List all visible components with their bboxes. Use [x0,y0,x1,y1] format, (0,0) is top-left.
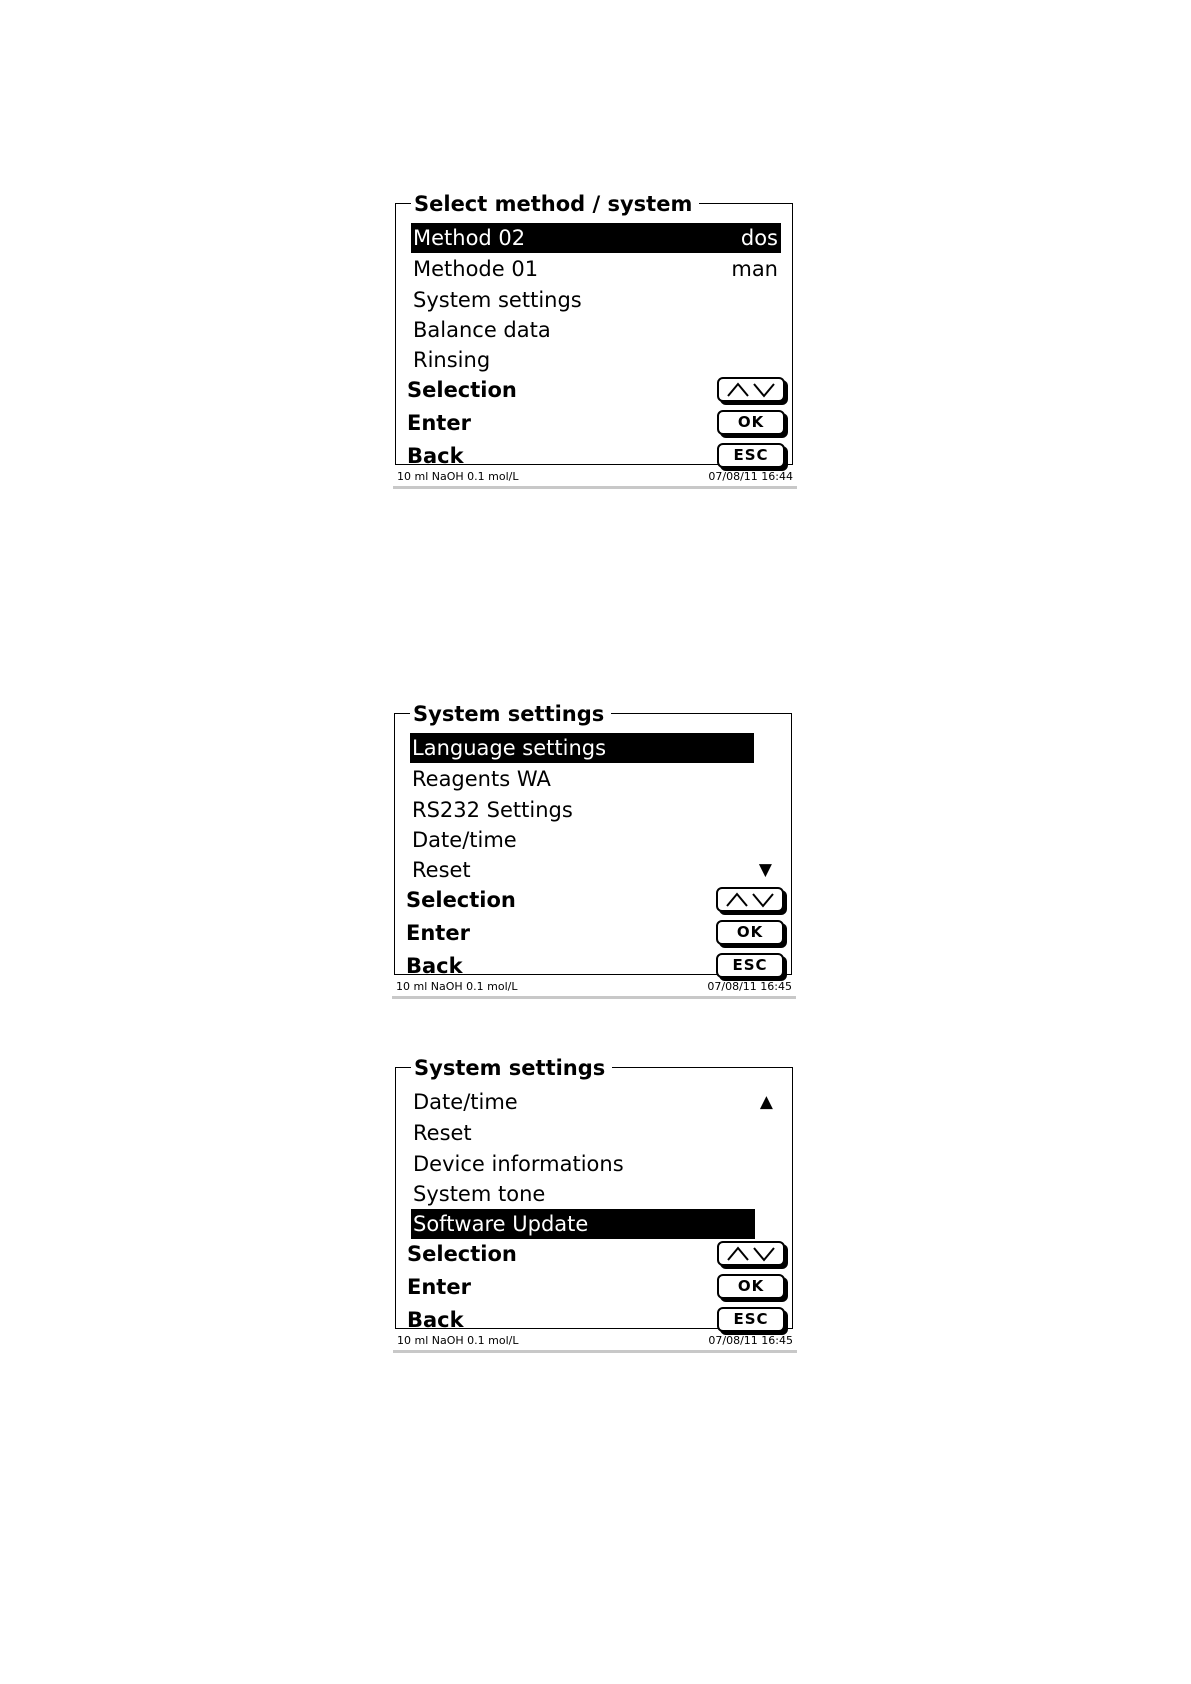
back-label: Back [407,444,464,468]
date-time: 07/08/11 16:45 [708,1334,793,1347]
selection-label: Selection [407,1242,517,1266]
selection-label: Selection [407,378,517,402]
status-bar [392,979,796,999]
screen-title: Select method / system [411,193,699,215]
esc-button[interactable]: ESC [716,953,784,978]
selection-label: Selection [406,888,516,912]
screen-title: System settings [410,703,611,725]
menu-item-methode-01[interactable] [411,254,781,284]
menu-item-reset[interactable] [411,1118,755,1148]
menu-item-label: Reset [413,1121,472,1145]
esc-button[interactable]: ESC [717,1307,785,1332]
reagent-info: 10 ml NaOH 0.1 mol/L [397,1334,519,1347]
ok-button[interactable]: OK [717,1274,785,1299]
menu-item-software-update[interactable] [411,1209,755,1239]
menu-item-rs232-settings[interactable] [410,795,754,825]
menu-item-date-time[interactable] [410,825,754,855]
menu-item-language-settings[interactable] [410,733,754,763]
enter-label: Enter [406,921,470,945]
menu-item-label: Device informations [413,1152,624,1176]
menu-item-reset[interactable] [410,855,798,885]
scroll-down-icon[interactable]: ▼ [758,860,772,880]
menu-item-date-time[interactable] [411,1087,799,1117]
menu-item-label: Rinsing [413,348,491,372]
menu-item-label: Date/time [412,828,517,852]
menu-item-reagents-wa[interactable] [410,764,754,794]
arrow-keys-button[interactable] [717,1241,785,1266]
ok-button[interactable]: OK [717,410,785,435]
menu-item-balance-data[interactable] [411,315,781,345]
menu-item-device-informations[interactable] [411,1149,755,1179]
screen-system-settings-2 [391,1057,799,1353]
menu-item-label: Language settings [412,736,607,760]
menu-item-label: RS232 Settings [412,798,573,822]
arrow-keys-button[interactable] [717,377,785,402]
menu-item-value: man [731,257,778,281]
scroll-up-icon[interactable]: ▲ [759,1092,773,1112]
menu-item-label: Balance data [413,318,551,342]
screen-title: System settings [411,1057,612,1079]
menu-item-label: Date/time [413,1090,518,1114]
menu-item-label: Method 02 [413,226,526,250]
menu-item-rinsing[interactable] [411,345,781,375]
menu-item-system-settings[interactable] [411,285,781,315]
menu-item-value: dos [740,226,778,250]
ok-button[interactable]: OK [716,920,784,945]
date-time: 07/08/11 16:44 [708,470,793,483]
reagent-info: 10 ml NaOH 0.1 mol/L [396,980,518,993]
menu-item-label: Software Update [413,1212,589,1236]
up-down-arrows-icon [725,381,777,398]
menu-item-label: System settings [413,288,582,312]
status-bar [393,1333,797,1353]
menu-item-system-tone[interactable] [411,1179,755,1209]
reagent-info: 10 ml NaOH 0.1 mol/L [397,470,519,483]
menu-item-label: System tone [413,1182,546,1206]
menu-item-label: Reagents WA [412,767,551,791]
menu-item-method-02[interactable] [411,223,781,253]
enter-label: Enter [407,411,471,435]
esc-button[interactable]: ESC [717,443,785,468]
screen-system-settings-1 [390,703,798,999]
menu-item-label: Methode 01 [413,257,539,281]
date-time: 07/08/11 16:45 [707,980,792,993]
menu-item-label: Reset [412,858,471,882]
arrow-keys-button[interactable] [716,887,784,912]
back-label: Back [407,1308,464,1332]
back-label: Back [406,954,463,978]
status-bar [393,469,797,489]
up-down-arrows-icon [725,1245,777,1262]
screen-select-method [391,193,799,489]
up-down-arrows-icon [724,891,776,908]
enter-label: Enter [407,1275,471,1299]
